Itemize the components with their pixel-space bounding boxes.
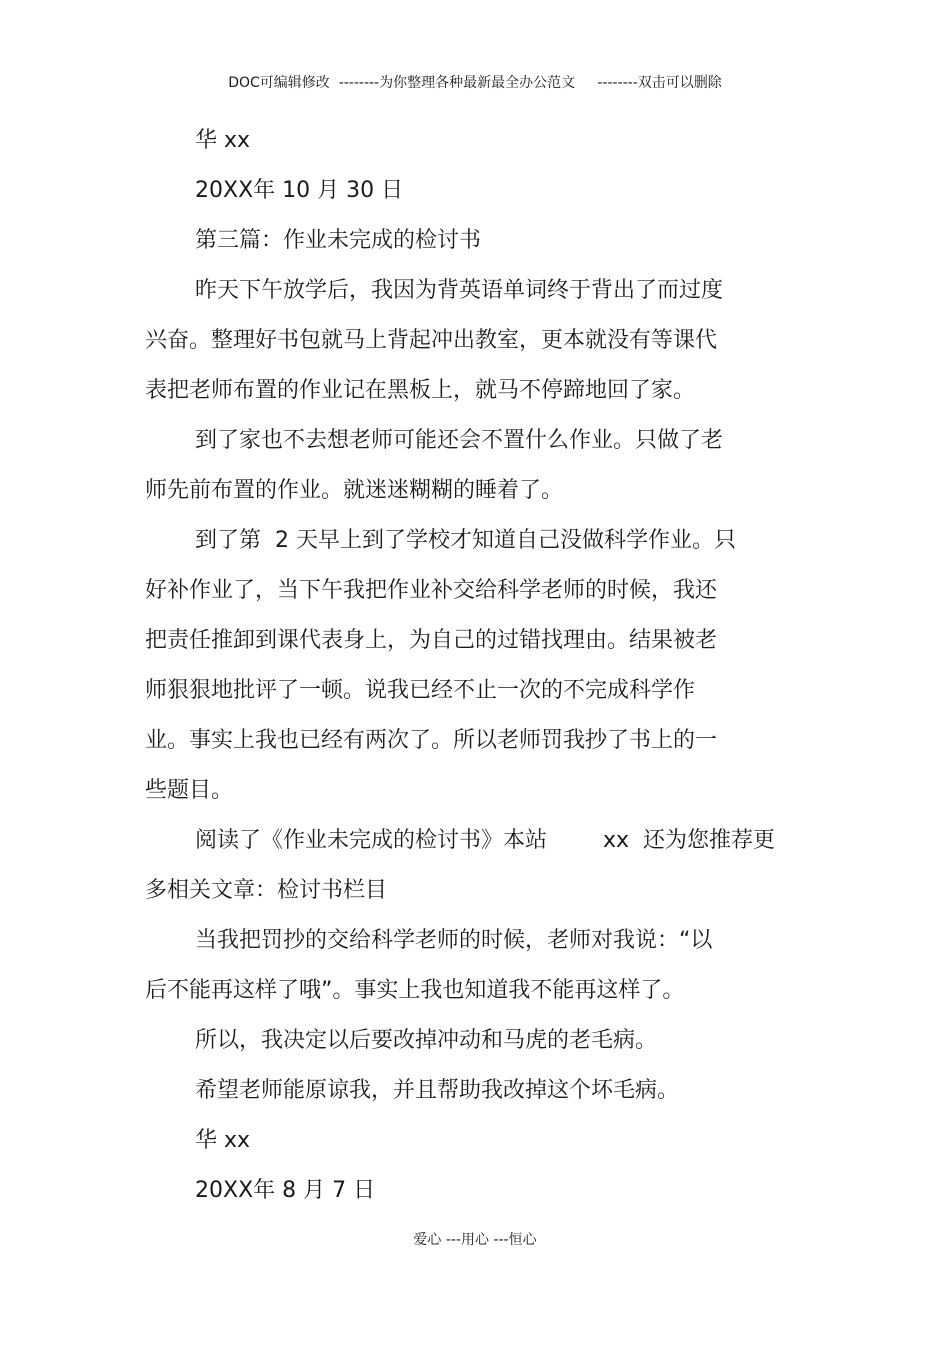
page-header: DOC可编辑修改 --------为你整理各种最新最全办公范文 --------双击可以删除 xyxy=(228,75,722,91)
section-title: 第三篇：作业未完成的检讨书 xyxy=(195,228,482,253)
paragraph-line: 当我把罚抄的交给科学老师的时候，老师对我说：“以 xyxy=(195,928,713,953)
signature-date: 20XX年 10 月 30 日 xyxy=(195,178,404,203)
signature-name: 华 xx xyxy=(195,1128,251,1153)
paragraph-line: 兴奋。整理好书包就马上背起冲出教室，更本就没有等课代 xyxy=(145,328,718,353)
paragraph-line: 业。事实上我也已经有两次了。所以老师罚我抄了书上的一 xyxy=(145,728,718,753)
signature-name: 华 xx xyxy=(195,128,251,153)
signature-date: 20XX年 8 月 7 日 xyxy=(195,1178,376,1203)
paragraph-line: 阅读了《作业未完成的检讨书》本站 xx 还为您推荐更 xyxy=(195,828,775,853)
paragraph-line: 师先前布置的作业。就迷迷糊糊的睡着了。 xyxy=(145,478,564,503)
paragraph-line: 多相关文章：检讨书栏目 xyxy=(145,878,388,903)
paragraph-line: 后不能再这样了哦”。事实上我也知道我不能再这样了。 xyxy=(145,978,685,1003)
paragraph-line: 师狠狠地批评了一顿。说我已经不止一次的不完成科学作 xyxy=(145,678,696,703)
paragraph-line: 所以，我决定以后要改掉冲动和马虎的老毛病。 xyxy=(195,1028,658,1053)
paragraph-line: 把责任推卸到课代表身上，为自己的过错找理由。结果被老 xyxy=(145,628,718,653)
paragraph-line: 些题目。 xyxy=(145,778,234,803)
paragraph-line: 昨天下午放学后，我因为背英语单词终于背出了而过度 xyxy=(195,278,724,303)
page-footer: 爱心 ---用心 ---恒心 xyxy=(413,1232,537,1248)
paragraph-line: 表把老师布置的作业记在黑板上，就马不停蹄地回了家。 xyxy=(145,378,696,403)
paragraph-line: 好补作业了，当下午我把作业补交给科学老师的时候，我还 xyxy=(145,578,718,603)
paragraph-line: 到了第 2 天早上到了学校才知道自己没做科学作业。只 xyxy=(195,528,736,553)
paragraph-line: 到了家也不去想老师可能还会不置什么作业。只做了老 xyxy=(195,428,724,453)
paragraph-line: 希望老师能原谅我，并且帮助我改掉这个坏毛病。 xyxy=(195,1078,680,1103)
